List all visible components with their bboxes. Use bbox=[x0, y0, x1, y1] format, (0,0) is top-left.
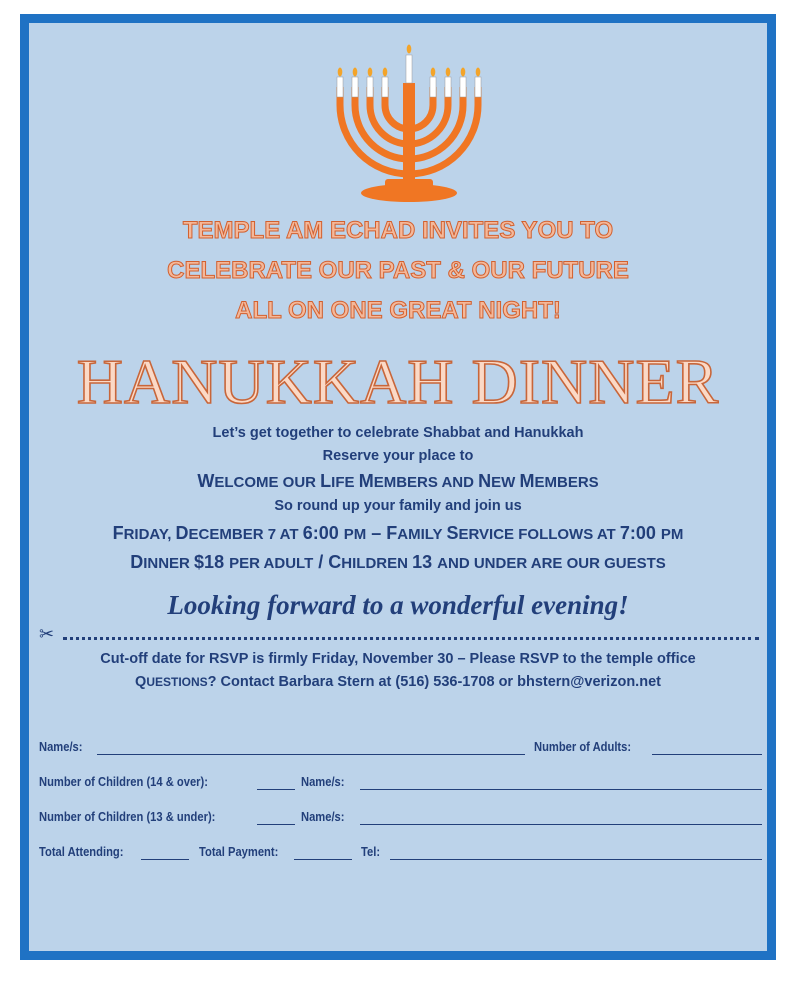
details-line-2: Reserve your place to bbox=[322, 448, 474, 464]
flyer bbox=[20, 14, 776, 960]
friday-schedule-line: FRIDAY, DECEMBER 7 AT 6:00 PM – FAMILY SERVICE FOLLOWS AT 7:00 PM bbox=[112, 523, 684, 543]
tel-label: Tel: bbox=[361, 844, 381, 859]
dotted-divider bbox=[63, 637, 759, 640]
children-13-label: Number of Children (13 & under): bbox=[39, 809, 216, 824]
total-attending-label: Total Attending: bbox=[39, 844, 124, 859]
names-3-field[interactable] bbox=[360, 824, 762, 825]
rsvp-contact: QUESTIONS? Contact Barbara Stern at (516) 536-1708 or bhstern@verizon.net bbox=[135, 674, 661, 690]
rsvp-deadline: Cut-off date for RSVP is firmly Friday, November 30 – Please RSVP to the temple office bbox=[100, 651, 696, 667]
names-2-label: Name/s: bbox=[301, 774, 345, 789]
names-label: Name/s: bbox=[39, 739, 83, 754]
event-title: HANUKKAH DINNER bbox=[76, 346, 720, 417]
cut-line bbox=[39, 624, 759, 647]
names-2-field[interactable] bbox=[360, 789, 762, 790]
total-payment-field[interactable] bbox=[294, 859, 352, 860]
names-field[interactable] bbox=[97, 754, 525, 755]
total-attending-field[interactable] bbox=[141, 859, 189, 860]
details-line-4: So round up your family and join us bbox=[274, 498, 522, 514]
tel-field[interactable] bbox=[390, 859, 762, 860]
invite-line-1: TEMPLE AM ECHAD INVITES YOU TO bbox=[182, 217, 614, 244]
scissors-icon: ✂ bbox=[39, 624, 55, 645]
adults-field[interactable] bbox=[652, 754, 762, 755]
children-14-field[interactable] bbox=[257, 789, 295, 790]
invite-line-3: ALL ON ONE GREAT NIGHT! bbox=[235, 297, 561, 324]
children-13-field[interactable] bbox=[257, 824, 295, 825]
closing-message: Looking forward to a wonderful evening! bbox=[167, 590, 629, 620]
details-line-1: Let’s get together to celebrate Shabbat and Hanukkah bbox=[212, 425, 584, 441]
welcome-members-line: WELCOME OUR LIFE MEMBERS AND NEW MEMBERS bbox=[197, 471, 599, 491]
adults-label: Number of Adults: bbox=[534, 739, 632, 754]
menorah-icon bbox=[329, 43, 489, 203]
total-payment-label: Total Payment: bbox=[199, 844, 279, 859]
children-14-label: Number of Children (14 & over): bbox=[39, 774, 208, 789]
invite-line-2: CELEBRATE OUR PAST & OUR FUTURE bbox=[167, 257, 629, 284]
dinner-price-line: DINNER $18 PER ADULT / CHILDREN 13 AND UNDER ARE OUR GUESTS bbox=[130, 552, 666, 572]
names-3-label: Name/s: bbox=[301, 809, 345, 824]
